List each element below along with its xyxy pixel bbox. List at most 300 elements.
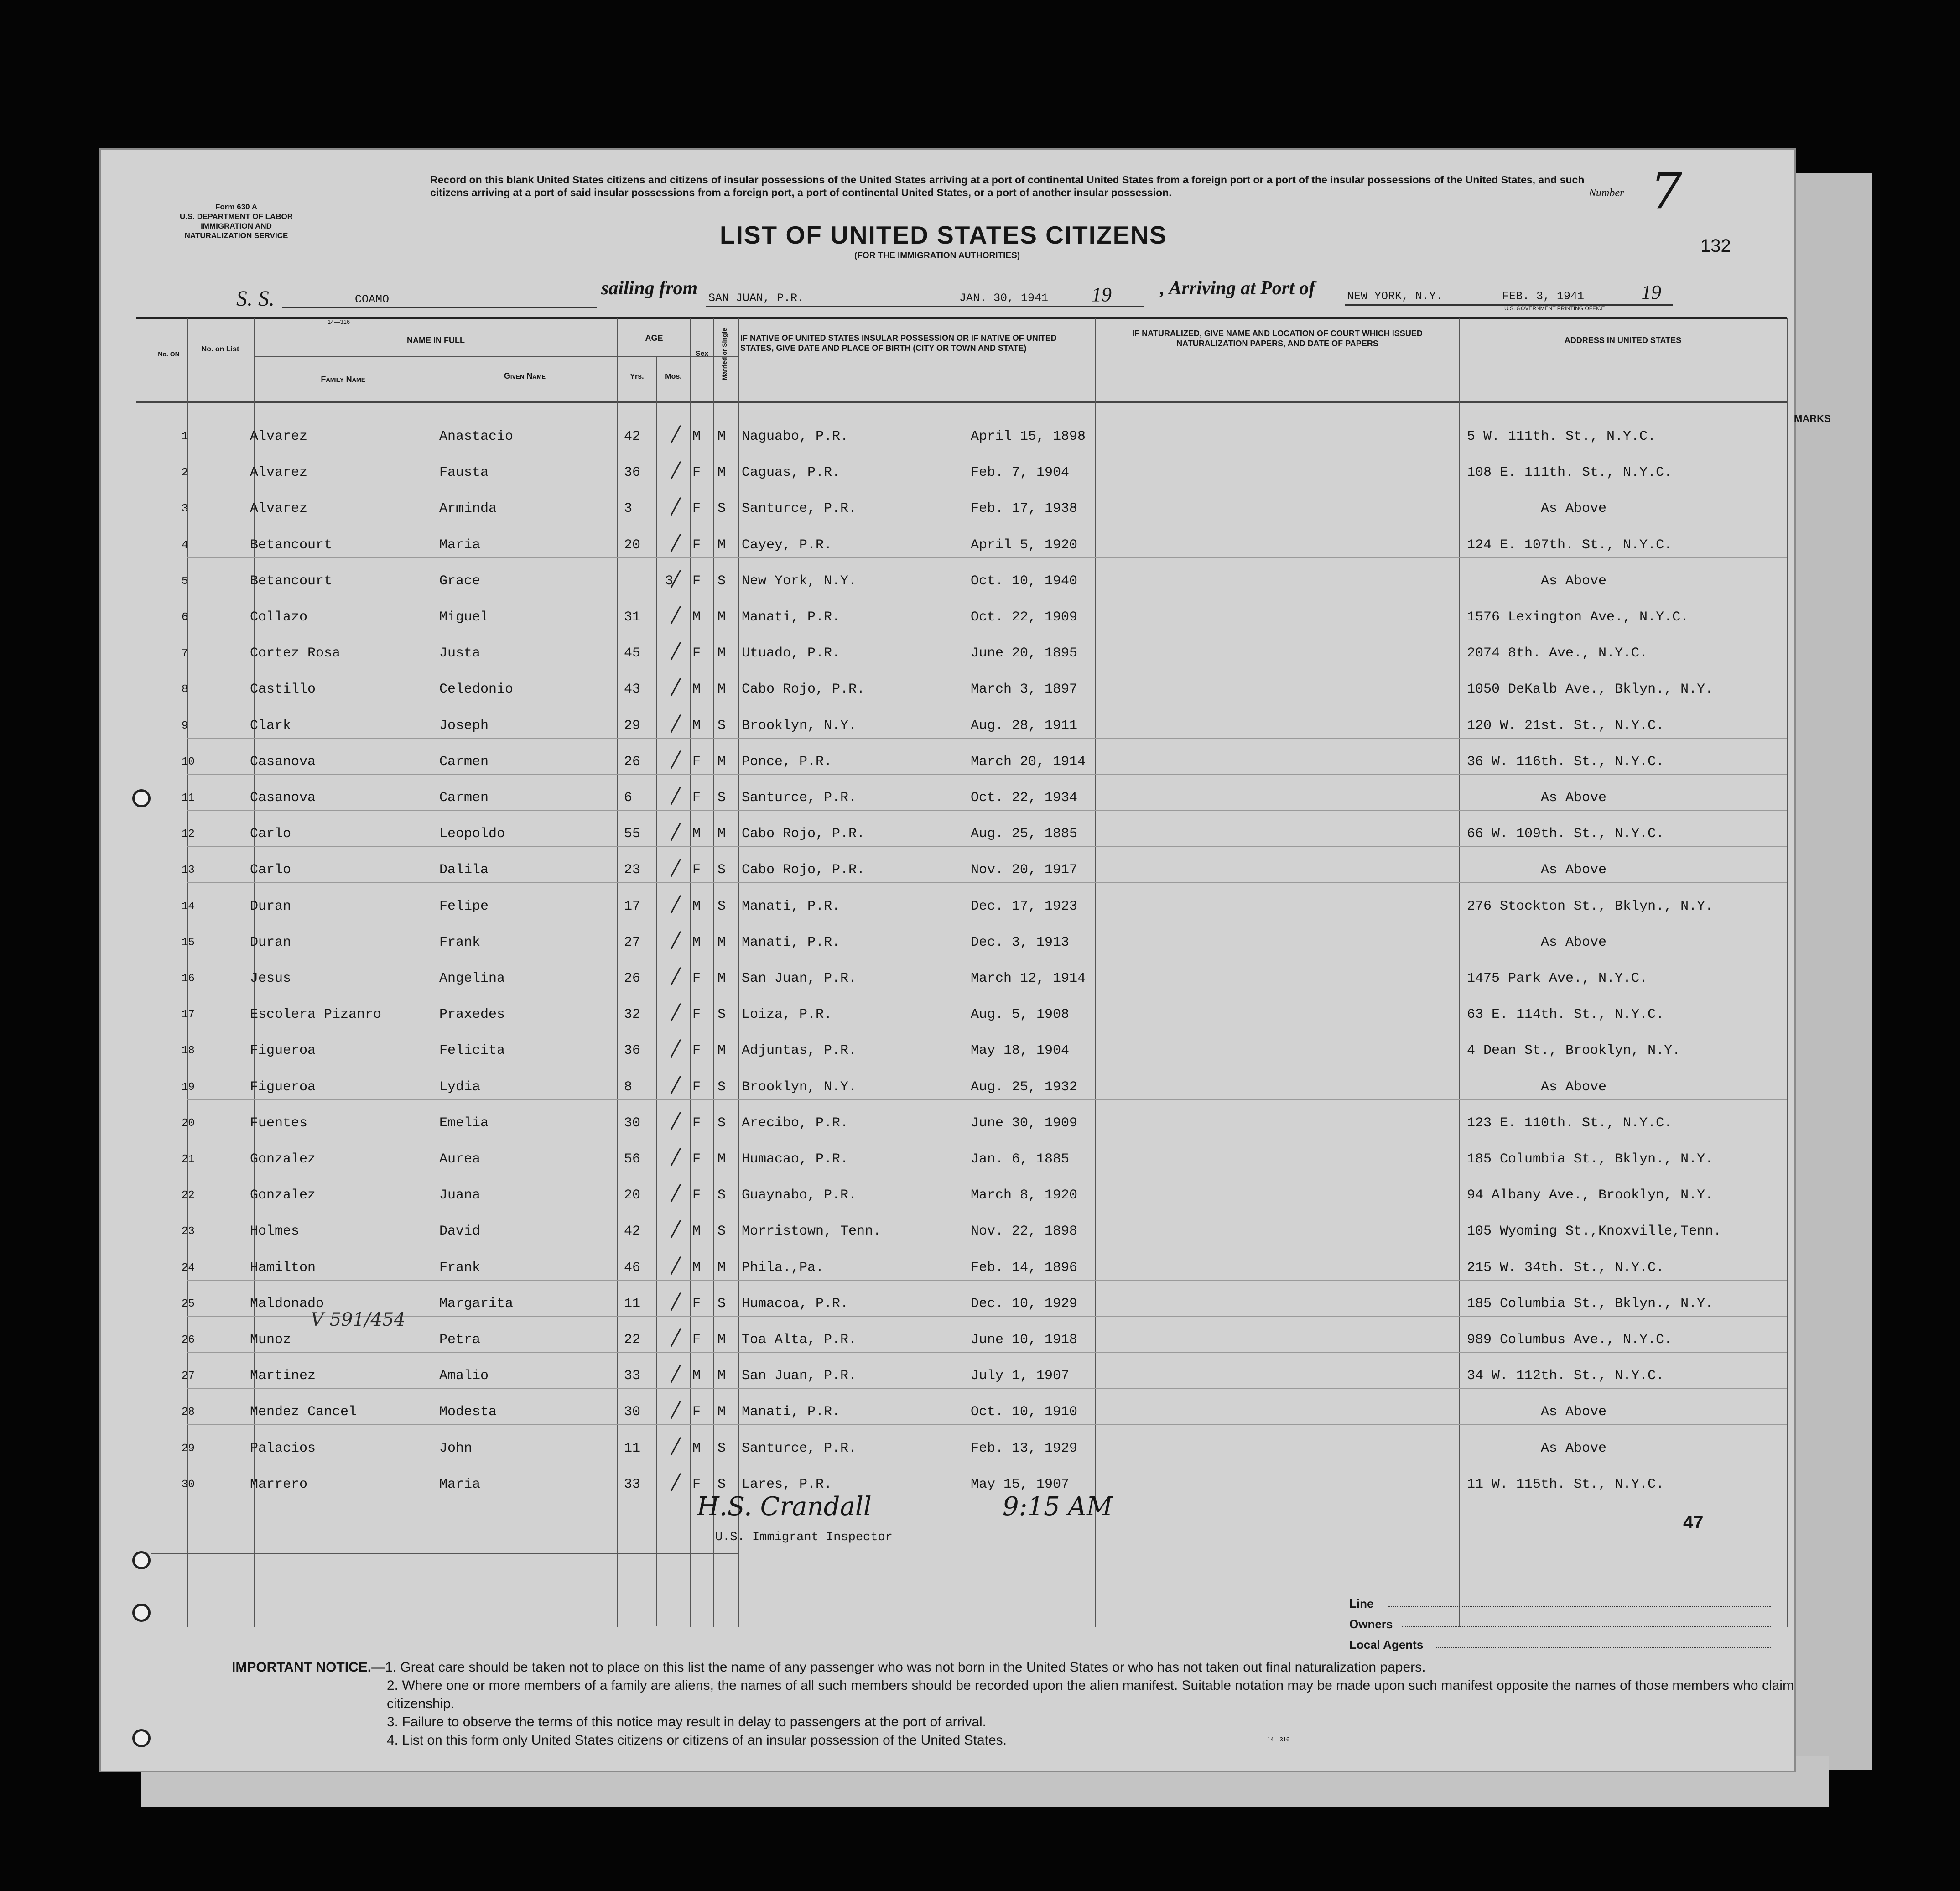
age-years: 26 (624, 754, 641, 770)
sex: M (692, 826, 701, 842)
address: 34 W. 112th. St., N.Y.C. (1467, 1368, 1664, 1384)
sex: F (692, 1404, 701, 1420)
age-years: 55 (624, 826, 641, 842)
sex: M (692, 898, 701, 914)
row-rule (187, 1352, 1787, 1353)
sex: M (692, 429, 701, 444)
sex: F (692, 1079, 701, 1095)
age-years: 3 (624, 501, 633, 517)
marital-status: S (717, 1079, 726, 1095)
line-number: 13 (182, 864, 195, 877)
age-years: 30 (624, 1115, 641, 1131)
notice-title: IMPORTANT NOTICE. (232, 1660, 372, 1675)
line-number: 28 (182, 1406, 195, 1419)
family-name: Gonzalez (250, 1188, 316, 1203)
ditto-slash (671, 1473, 681, 1491)
line-label: Line (1349, 1597, 1374, 1610)
header-no-on-list: No. on List (201, 345, 239, 353)
page-footer-number: 47 (1683, 1512, 1704, 1532)
agents-field (1436, 1647, 1771, 1648)
col-divider (738, 318, 739, 1627)
marital-status: M (717, 971, 726, 986)
header-mos: Mos. (665, 373, 682, 380)
ditto-slash (671, 1292, 681, 1311)
family-name: Hamilton (250, 1260, 316, 1276)
address: 2074 8th. Ave., N.Y.C. (1467, 646, 1648, 662)
family-name: Duran (250, 898, 291, 914)
address: As Above (1541, 573, 1607, 589)
age-years: 20 (624, 537, 641, 553)
given-name: Carmen (439, 754, 489, 770)
row-rule (187, 1424, 1787, 1425)
col-divider (713, 318, 714, 1627)
marital-status: S (717, 1115, 726, 1131)
row-rule (187, 1099, 1787, 1100)
family-name: Alvarez (250, 429, 308, 444)
given-name: Felicita (439, 1043, 505, 1059)
line-number: 2 (182, 467, 188, 479)
birth-date: March 8, 1920 (971, 1188, 1078, 1203)
line-number: 21 (182, 1153, 195, 1166)
header-age: AGE (645, 333, 663, 343)
birth-date: Feb. 17, 1938 (971, 501, 1078, 517)
address: 94 Albany Ave., Brooklyn, N.Y. (1467, 1188, 1714, 1203)
family-name: Betancourt (250, 537, 333, 553)
ditto-slash (671, 461, 681, 479)
form-subtitle: (FOR THE IMMIGRATION AUTHORITIES) (854, 251, 1020, 260)
birth-place: Brooklyn, N.Y. (742, 1079, 857, 1095)
birth-date: March 3, 1897 (971, 682, 1078, 698)
ship-name: COAMO (355, 293, 390, 306)
ditto-slash (671, 1148, 681, 1166)
sex: F (692, 1007, 701, 1023)
birth-place: New York, N.Y. (742, 573, 857, 589)
col-divider (1459, 318, 1460, 1627)
family-name: Fuentes (250, 1115, 308, 1131)
family-name: Collazo (250, 609, 308, 625)
address: 185 Columbia St., Bklyn., N.Y. (1467, 1151, 1714, 1167)
birth-date: Aug. 25, 1932 (971, 1079, 1078, 1095)
col-divider (1095, 318, 1096, 1627)
print-code-bottom: 14—316 (1267, 1736, 1290, 1743)
address: 5 W. 111th. St., N.Y.C. (1467, 429, 1656, 444)
family-name: Maldonado (250, 1296, 324, 1312)
age-years: 8 (624, 1079, 633, 1095)
sex: F (692, 1115, 701, 1131)
row-rule (187, 738, 1787, 739)
list-number: 7 (1650, 162, 1682, 220)
birth-date: June 10, 1918 (971, 1332, 1078, 1348)
given-name: Joseph (439, 718, 489, 734)
gpo-imprint: U.S. GOVERNMENT PRINTING OFFICE (1504, 305, 1605, 312)
row-rule (187, 557, 1787, 558)
age-years: 46 (624, 1260, 641, 1276)
sailing-date: JAN. 30, 1941 (959, 292, 1049, 305)
birth-place: Santurce, P.R. (742, 1440, 857, 1456)
ss-label: S. S. (236, 287, 275, 311)
birth-place: San Juan, P.R. (742, 971, 857, 986)
line-number: 27 (182, 1370, 195, 1383)
notice-item-2: 2. Where one or more members of a family are aliens, the names of all such members should be recorded upon the alien manifest. Suitable notation may be made upon such manifest opposite the names of those members who claim citizenship. (387, 1678, 1794, 1711)
sex: F (692, 1043, 701, 1059)
birth-date: Dec. 3, 1913 (971, 934, 1070, 950)
birth-date: Dec. 17, 1923 (971, 898, 1078, 914)
sex: M (692, 1260, 701, 1276)
arriving-label: , Arriving at Port of (1160, 278, 1315, 299)
line-number: 1 (182, 431, 188, 443)
address: 1050 DeKalb Ave., Bklyn., N.Y. (1467, 682, 1714, 698)
birth-date: March 20, 1914 (971, 754, 1086, 770)
family-name: Cortez Rosa (250, 646, 341, 662)
given-name: Modesta (439, 1404, 497, 1420)
ditto-slash (671, 606, 681, 624)
given-name: Juana (439, 1188, 481, 1203)
sex: F (692, 465, 701, 481)
row-rule (187, 846, 1787, 847)
print-code-top: 14—316 (328, 318, 350, 325)
family-name: Holmes (250, 1224, 300, 1240)
line-number: 23 (182, 1225, 195, 1238)
ditto-slash (671, 642, 681, 660)
family-name: Alvarez (250, 501, 308, 517)
sex: F (692, 1332, 701, 1348)
ditto-slash (671, 931, 681, 949)
birth-place: Cabo Rojo, P.R. (742, 826, 865, 842)
age-years: 20 (624, 1188, 641, 1203)
line-number: 18 (182, 1045, 195, 1058)
given-name: Anastacio (439, 429, 514, 444)
line-number: 17 (182, 1009, 195, 1021)
arriving-date: FEB. 3, 1941 (1502, 290, 1585, 303)
marital-status: M (717, 429, 726, 444)
notice-item-3: 3. Failure to observe the terms of this notice may result in delay to passengers at the port of arrival. (387, 1714, 986, 1730)
given-name: Leopoldo (439, 826, 505, 842)
age-years: 30 (624, 1404, 641, 1420)
sex: F (692, 537, 701, 553)
birth-place: Lares, P.R. (742, 1476, 832, 1492)
marital-status: S (717, 501, 726, 517)
age-years: 31 (624, 609, 641, 625)
birth-date: Oct. 22, 1909 (971, 609, 1078, 625)
family-name: Mendez Cancel (250, 1404, 357, 1420)
address: 123 E. 110th. St., N.Y.C. (1467, 1115, 1673, 1131)
address: As Above (1541, 1440, 1607, 1456)
age-years: 45 (624, 646, 641, 662)
ditto-slash (671, 714, 681, 732)
table-top-border (136, 317, 1787, 319)
line-number: 12 (182, 828, 195, 841)
inspector-signature: H.S. Crandall (697, 1492, 872, 1521)
header-yrs: Yrs. (630, 373, 644, 380)
signature-time: 9:15 AM (1003, 1492, 1113, 1521)
address: As Above (1541, 1079, 1607, 1095)
marital-status: M (717, 646, 726, 662)
ditto-slash (671, 1256, 681, 1274)
family-name: Casanova (250, 790, 316, 806)
ditto-slash (671, 425, 681, 443)
sex: M (692, 609, 701, 625)
line-number: 6 (182, 611, 188, 624)
birth-place: Brooklyn, N.Y. (742, 718, 857, 734)
line-number: 19 (182, 1081, 195, 1094)
birth-date: May 18, 1904 (971, 1043, 1070, 1059)
birth-place: Utuado, P.R. (742, 646, 841, 662)
address: 108 E. 111th. St., N.Y.C. (1467, 465, 1673, 481)
given-name: Maria (439, 537, 481, 553)
ditto-slash (671, 823, 681, 841)
sex: F (692, 971, 701, 986)
birth-place: Manati, P.R. (742, 898, 841, 914)
birth-date: Aug. 25, 1885 (971, 826, 1078, 842)
birth-place: Morristown, Tenn. (742, 1224, 882, 1240)
address: 1576 Lexington Ave., N.Y.C. (1467, 609, 1689, 625)
marital-status: S (717, 898, 726, 914)
family-name: Gonzalez (250, 1151, 316, 1167)
address: As Above (1541, 790, 1607, 806)
marital-status: M (717, 1368, 726, 1384)
col-divider (1787, 318, 1788, 1627)
sex: F (692, 790, 701, 806)
address: 63 E. 114th. St., N.Y.C. (1467, 1007, 1664, 1023)
ditto-slash (671, 1220, 681, 1238)
form-title: LIST OF UNITED STATES CITIZENS (720, 221, 1167, 249)
marital-status: M (717, 682, 726, 698)
birth-date: Aug. 5, 1908 (971, 1007, 1070, 1023)
year-prefix: 19 (1092, 283, 1112, 306)
given-name: Lydia (439, 1079, 481, 1095)
notice-item-1: —1. Great care should be taken not to place on this list the name of any passenger who was not born in the United States or who has not taken out final naturalization papers. (371, 1660, 1426, 1675)
family-name: Munoz (250, 1332, 291, 1348)
age-years: 6 (624, 790, 633, 806)
age-years: 33 (624, 1476, 641, 1492)
birth-place: Manati, P.R. (742, 934, 841, 950)
family-name: Jesus (250, 971, 291, 986)
given-name: David (439, 1224, 481, 1240)
owners-label: Owners (1349, 1617, 1393, 1631)
family-name: Alvarez (250, 465, 308, 481)
agents-label: Local Agents (1349, 1638, 1424, 1651)
birth-date: April 5, 1920 (971, 537, 1078, 553)
family-name: Escolera Pizanro (250, 1007, 382, 1023)
birth-date: June 20, 1895 (971, 646, 1078, 662)
header-bottom-border (136, 401, 1787, 403)
given-name: Frank (439, 934, 481, 950)
address: As Above (1541, 501, 1607, 517)
sex: F (692, 501, 701, 517)
birth-date: Nov. 22, 1898 (971, 1224, 1078, 1240)
age-years: 22 (624, 1332, 641, 1348)
line-number: 8 (182, 683, 188, 696)
given-name: Amalio (439, 1368, 489, 1384)
marital-status: S (717, 573, 726, 589)
page-number: 132 (1700, 236, 1731, 256)
birth-place: Manati, P.R. (742, 609, 841, 625)
birth-place: Cayey, P.R. (742, 537, 832, 553)
birth-date: July 1, 1907 (971, 1368, 1070, 1384)
marital-status: M (717, 826, 726, 842)
marital-status: S (717, 1476, 726, 1492)
col-divider (617, 318, 618, 1627)
address: 215 W. 34th. St., N.Y.C. (1467, 1260, 1664, 1276)
family-name: Marrero (250, 1476, 308, 1492)
marital-status: M (717, 609, 726, 625)
header-sex: Sex (695, 350, 709, 358)
sailing-label: sailing from (601, 278, 698, 299)
line-number: 14 (182, 900, 195, 913)
row-rule (187, 1388, 1787, 1389)
form-identifier: Form 630 A U.S. DEPARTMENT OF LABOR IMMIGRATION AND NATURALIZATION SERVICE (179, 203, 293, 240)
row-rule (187, 810, 1787, 811)
ditto-slash (671, 1401, 681, 1419)
birth-date: Oct. 10, 1940 (971, 573, 1078, 589)
birth-place: Caguas, P.R. (742, 465, 841, 481)
family-name: Carlo (250, 826, 291, 842)
header-naturalized: IF NATURALIZED, GIVE NAME AND LOCATION OF COURT WHICH ISSUED NATURALIZATION PAPERS, AND DATE OF PAPERS (1132, 329, 1423, 348)
line-number: 10 (182, 755, 195, 768)
given-name: Dalila (439, 862, 489, 878)
marital-status: S (717, 1296, 726, 1312)
manifest-sheet (99, 148, 1831, 1772)
important-notice (232, 1658, 1856, 1750)
birth-place: Cabo Rojo, P.R. (742, 862, 865, 878)
birth-date: March 12, 1914 (971, 971, 1086, 986)
line-field (1388, 1606, 1771, 1607)
marital-status: M (717, 1151, 726, 1167)
sex: F (692, 862, 701, 878)
birth-place: Guaynabo, P.R. (742, 1188, 857, 1203)
family-name: Clark (250, 718, 291, 734)
age-years: 33 (624, 1368, 641, 1384)
marital-status: S (717, 1224, 726, 1240)
address: 989 Columbus Ave., N.Y.C. (1467, 1332, 1673, 1348)
marital-status: M (717, 934, 726, 950)
marital-status: S (717, 1188, 726, 1203)
address: 124 E. 107th. St., N.Y.C. (1467, 537, 1673, 553)
record-instructions: Record on this blank United States citizens and citizens of insular possessions of the United States arriving at a port of continental United States from a foreign port or a port of the insular possessions of the United States, and such citizens arriving at a port of said insular possessions from a foreign port, a port of continental United States, or a port of another insular possession. (430, 174, 1585, 198)
birth-place: Santurce, P.R. (742, 501, 857, 517)
sailing-underline (706, 306, 1144, 307)
line-number: 11 (182, 792, 195, 804)
family-name: Martinez (250, 1368, 316, 1384)
marital-status: M (717, 1260, 726, 1276)
given-name: Petra (439, 1332, 481, 1348)
ditto-slash (671, 1112, 681, 1130)
line-number: 30 (182, 1478, 195, 1491)
ship-underline (282, 307, 597, 308)
birth-place: Humacao, P.R. (742, 1151, 849, 1167)
line-number: 5 (182, 575, 188, 588)
sex: F (692, 754, 701, 770)
address: 105 Wyoming St.,Knoxville,Tenn. (1467, 1224, 1722, 1240)
marital-status: S (717, 718, 726, 734)
binder-hole (132, 1604, 151, 1622)
ditto-slash (671, 497, 681, 516)
ditto-slash (671, 678, 681, 696)
ditto-slash (671, 787, 681, 805)
notice-item-4: 4. List on this form only United States citizens or citizens of an insular possession of the United States. (387, 1733, 1007, 1748)
birth-place: Ponce, P.R. (742, 754, 832, 770)
age-years: 56 (624, 1151, 641, 1167)
age-years: 32 (624, 1007, 641, 1023)
age-years: 42 (624, 429, 641, 444)
inspector-label: U.S. Immigrant Inspector (715, 1531, 893, 1544)
age-years: 26 (624, 971, 641, 986)
sex: F (692, 646, 701, 662)
family-name: Palacios (250, 1440, 316, 1456)
birth-place: San Juan, P.R. (742, 1368, 857, 1384)
notice-line-1 (232, 1658, 1856, 1677)
given-name: Grace (439, 573, 481, 589)
marital-status: S (717, 790, 726, 806)
birth-place: Naguabo, P.R. (742, 429, 849, 444)
line-number: 7 (182, 647, 188, 660)
table-bottom-border (151, 1553, 739, 1554)
handwritten-annotation: V 591/454 (311, 1309, 406, 1330)
ditto-slash (671, 859, 681, 877)
sex: M (692, 682, 701, 698)
header-address: ADDRESS IN UNITED STATES (1564, 336, 1682, 345)
age-years: 11 (624, 1440, 641, 1456)
birth-date: Nov. 20, 1917 (971, 862, 1078, 878)
name-subheader-border (254, 356, 738, 357)
age-years: 36 (624, 465, 641, 481)
sex: F (692, 1151, 701, 1167)
line-number: 4 (182, 539, 188, 552)
age-years: 43 (624, 682, 641, 698)
birth-date: Dec. 10, 1929 (971, 1296, 1078, 1312)
given-name: Felipe (439, 898, 489, 914)
sex: F (692, 1476, 701, 1492)
row-rule (187, 882, 1787, 883)
given-name: Miguel (439, 609, 489, 625)
birth-date: Feb. 7, 1904 (971, 465, 1070, 481)
birth-place: Manati, P.R. (742, 1404, 841, 1420)
family-name: Figueroa (250, 1043, 316, 1059)
birth-place: Phila.,Pa. (742, 1260, 824, 1276)
row-rule (187, 1280, 1787, 1281)
address: 4 Dean St., Brooklyn, N.Y. (1467, 1043, 1681, 1059)
given-name: Emelia (439, 1115, 489, 1131)
given-name: Justa (439, 646, 481, 662)
binder-hole (132, 1729, 151, 1747)
birth-place: Cabo Rojo, P.R. (742, 682, 865, 698)
address: 11 W. 115th. St., N.Y.C. (1467, 1476, 1664, 1492)
line-number: 22 (182, 1189, 195, 1202)
given-name: Celedonio (439, 682, 514, 698)
ditto-slash (671, 1075, 681, 1094)
birth-date: June 30, 1909 (971, 1115, 1078, 1131)
sex: M (692, 718, 701, 734)
line-number: 25 (182, 1297, 195, 1310)
age-months: 3 (665, 573, 674, 589)
marital-status: M (717, 537, 726, 553)
year-prefix-2: 19 (1641, 281, 1661, 303)
family-name: Figueroa (250, 1079, 316, 1095)
address: 36 W. 116th. St., N.Y.C. (1467, 754, 1664, 770)
sailing-from: SAN JUAN, P.R. (708, 292, 805, 305)
ditto-slash (671, 750, 681, 769)
header-married-single: Married or Single (721, 328, 728, 380)
marital-status: S (717, 1440, 726, 1456)
address: As Above (1541, 934, 1607, 950)
marital-status: M (717, 754, 726, 770)
address: 276 Stockton St., Bklyn., N.Y. (1467, 898, 1714, 914)
birth-date: Oct. 22, 1934 (971, 790, 1078, 806)
given-name: Maria (439, 1476, 481, 1492)
given-name: John (439, 1440, 473, 1456)
header-native-birth: IF NATIVE OF UNITED STATES INSULAR POSSESSION OR IF NATIVE OF UNITED STATES, GIVE DATE AND PLACE OF BIRTH (CITY OR TOWN AND STATE) (740, 333, 1057, 353)
ditto-slash (671, 895, 681, 913)
